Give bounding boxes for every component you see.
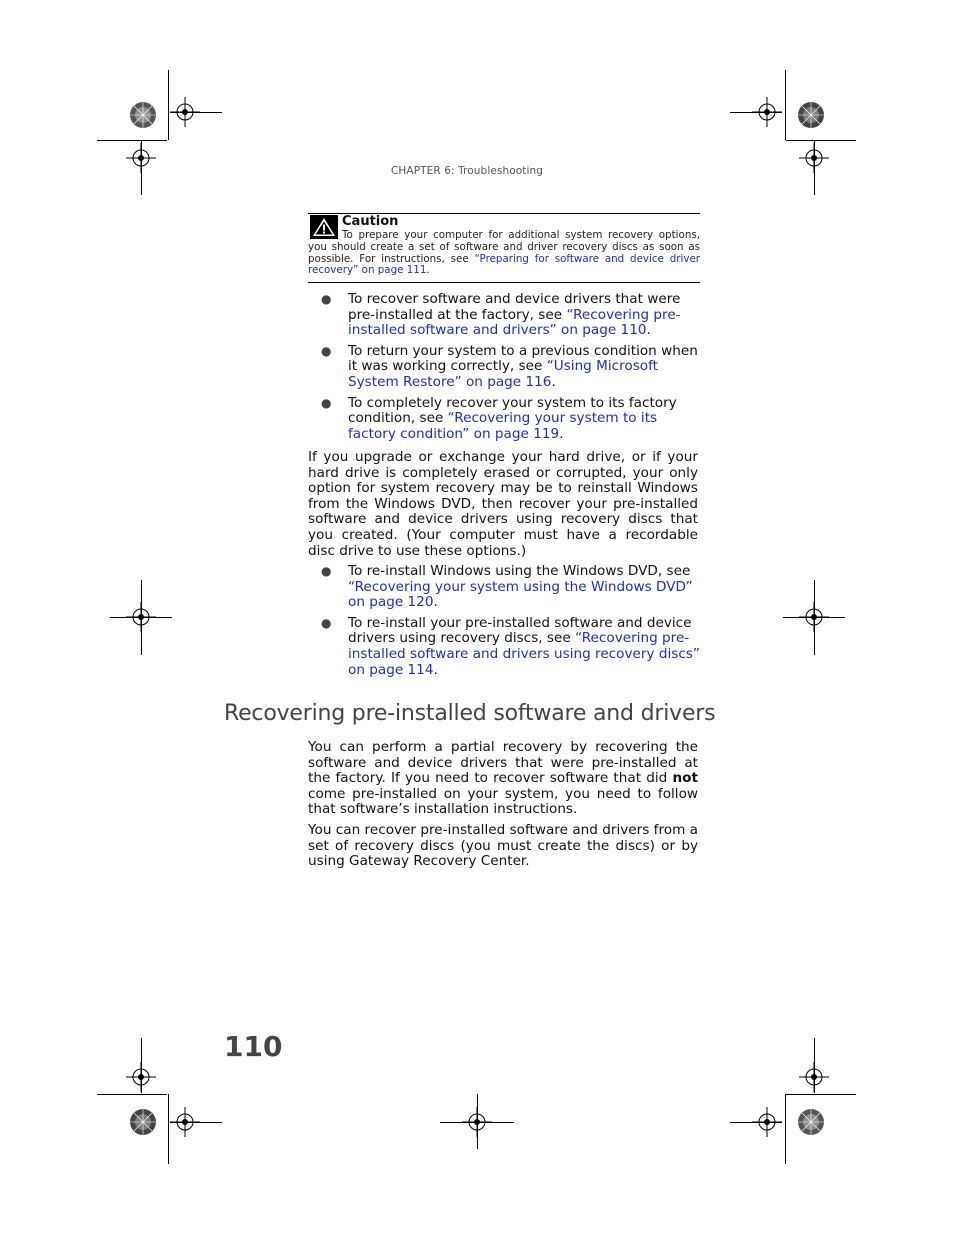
chapter-title: Troubleshooting (458, 165, 544, 177)
caution-box (308, 213, 700, 283)
cross-reference-link[interactable]: “Recovering pre-installed software and drivers using recovery discs” on page 114 (348, 630, 700, 678)
cross-reference-link[interactable]: “Recovering your system to its factory condition” on page 119 (348, 410, 658, 442)
starburst-target-icon (796, 1107, 826, 1137)
bullet-icon: ● (321, 615, 332, 630)
list-item: ● To return your system to a previous condition when it was working correctly, see “Using Microsoft System Restore” on page 116. (321, 342, 698, 390)
body-paragraph: If you upgrade or exchange your hard drive, or if your hard drive is completely erased or corrupted, your only option for system recovery may be to reinstall Windows from the Windows DVD, then recover your pre-installed software and device drivers using recovery discs that you created. (Your computer must have a recordable disc drive to use these options.) (308, 449, 698, 559)
starburst-target-icon (128, 1107, 158, 1137)
bullet-icon: ● (321, 292, 332, 306)
bullet-icon: ● (321, 343, 332, 358)
list-item: ● To re-install your pre-installed software and device drivers using recovery discs, see “Recovering pre-installed software and drivers using recovery discs” on page 114. (321, 614, 700, 678)
emphasis-text: not (672, 770, 698, 787)
bullet-icon: ● (321, 395, 332, 410)
cross-reference-link[interactable]: “Using Microsoft System Restore” on page 116 (348, 358, 658, 390)
caution-text: To prepare your computer for additional system recovery options, you should create a set of software and driver recovery discs as soon as possible. For instructions, see “Preparing for software and device driver recovery” on page 111. (308, 229, 701, 277)
caution-link[interactable]: “Preparing for software and device driver recovery” on page 111 (308, 252, 701, 277)
cross-reference-link[interactable]: “Recovering your system using the Windows DVD” on page 120 (348, 578, 693, 611)
body-paragraph: You can perform a partial recovery by recovering the software and device drivers that were pre-installed at the factory. If you need to recover software that did not come pre-installed on your system, you need to follow that software’s installation instructions. (308, 739, 698, 818)
bullet-icon: ● (321, 564, 332, 578)
body-paragraph: You can recover pre-installed software and drivers from a set of recovery discs (you must create the discs) or by using Gateway Recovery Center. (308, 822, 698, 870)
running-header: CHAPTER 6: Troubleshooting (391, 165, 544, 177)
section-heading: Recovering pre-installed software and drivers (224, 701, 716, 726)
bullet-list-reinstall (308, 564, 700, 683)
page-number: 110 (224, 1030, 283, 1063)
bullet-list-recovery-options (308, 292, 700, 447)
list-item: ● To re-install Windows using the Windows DVD, see “Recovering your system using the Windows DVD” on page 120. (321, 563, 693, 611)
list-item: ● To recover software and device drivers that were pre-installed at the factory, see “Recovering pre-installed software and drivers” on page 110. (321, 291, 681, 339)
cross-reference-link[interactable]: “Recovering pre-installed software and drivers” on page 110 (348, 306, 681, 339)
starburst-target-icon (796, 100, 826, 130)
caution-title: Caution (342, 214, 399, 229)
chapter-label: CHAPTER (391, 165, 441, 177)
list-item: ● To completely recover your system to its factory condition, see “Recovering your system to its factory condition” on page 119. (321, 394, 677, 442)
chapter-number: 6 (444, 165, 452, 177)
starburst-target-icon (128, 100, 158, 130)
